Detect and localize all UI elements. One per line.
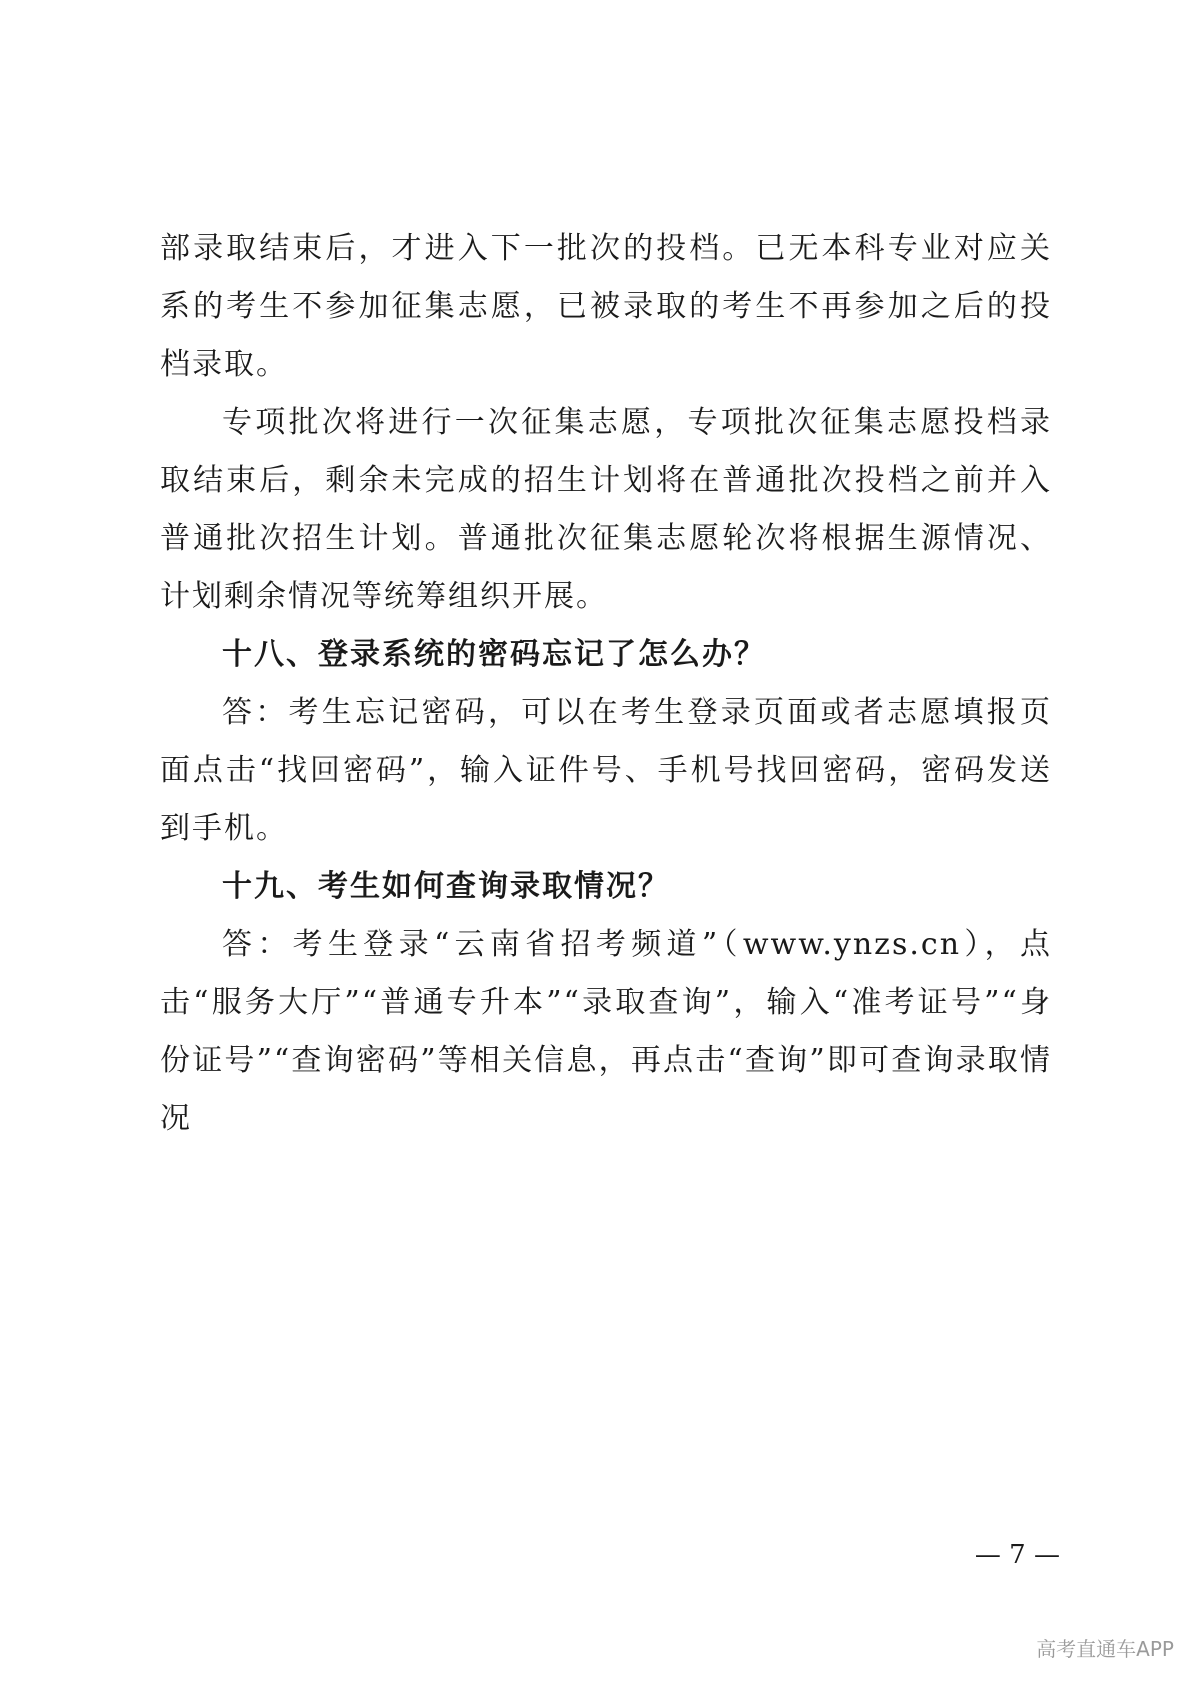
section-18-heading: 十八、登录系统的密码忘记了怎么办？ [222,637,766,672]
paragraph-batch-continuation: 部录取结束后，才进入下一批次的投档。已无本科专业对应关系的考生不参加征集志愿，已被录取的考生不再参加之后的投档录取。 [160,231,1052,382]
document-body [160,220,1052,1148]
paragraph-special-batch: 专项批次将进行一次征集志愿，专项批次征集志愿投档录取结束后，剩余未完成的招生计划将在普通批次投档之前并入普通批次招生计划。普通批次征集志愿轮次将根据生源情况、计划剩余情况等统筹组织开展。 [160,405,1052,614]
section-18-answer: 答：考生忘记密码，可以在考生登录页面或者志愿填报页面点击“找回密码”，输入证件号、手机号找回密码，密码发送到手机。 [160,695,1052,846]
section-19-heading: 十九、考生如何查询录取情况？ [222,869,670,904]
watermark-text: 高考直通车APP [1036,1637,1174,1661]
page-number: — 7 — [974,1540,1060,1570]
section-19-answer: 答：考生登录“云南省招考频道”（www.ynzs.cn），点击“服务大厅”“普通专升本”“录取查询”，输入“准考证号”“身份证号”“查询密码”等相关信息，再点击“查询”即可查询录取情况 [160,927,1052,1136]
